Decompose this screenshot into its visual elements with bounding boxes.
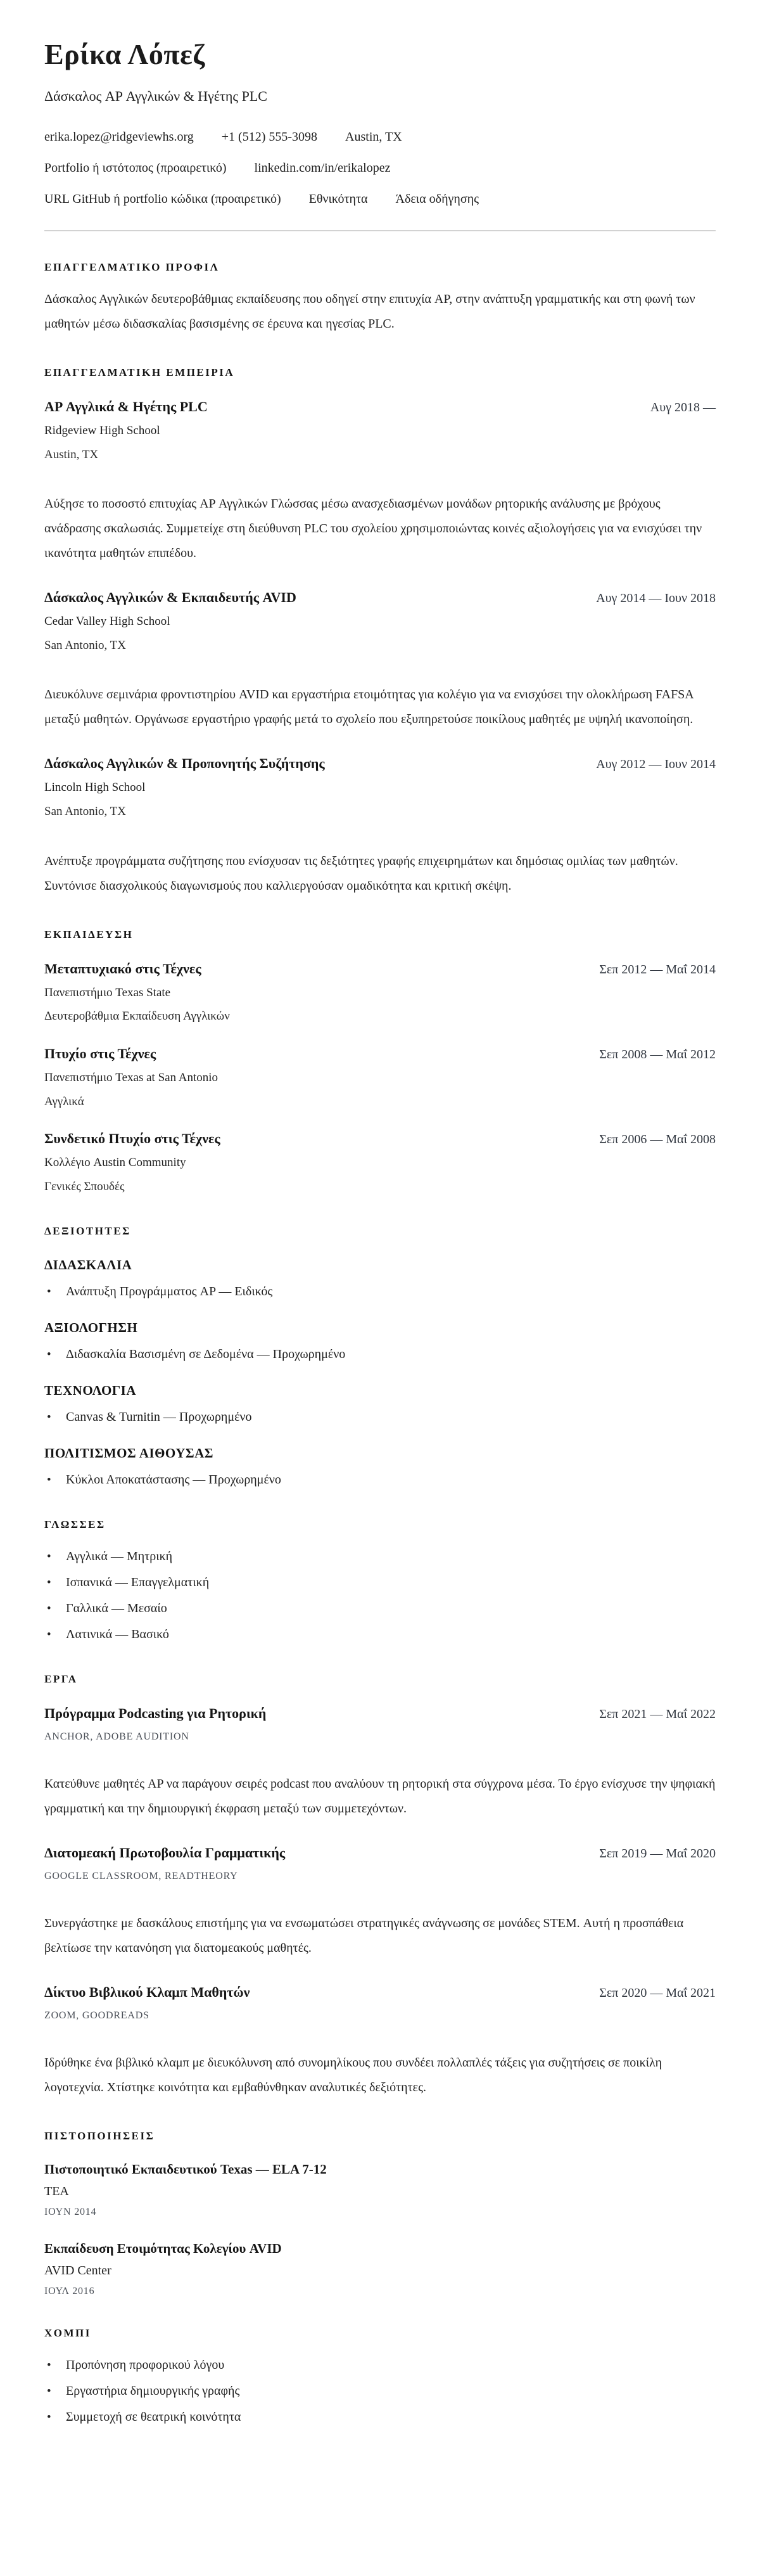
education-entry-header: [44, 961, 716, 977]
language-item: • Γαλλικά — Μεσαίο: [44, 1600, 716, 1617]
degree-school: Κολλέγιο Austin Community: [44, 1156, 186, 1170]
language-item: • Λατινικά — Βασικό: [44, 1626, 716, 1643]
experience-entry-header: [44, 399, 716, 415]
job-description: Αύξησε το ποσοστό επιτυχίας AP Αγγλικών Γλώσσας μέσω ανασχεδιασμένων μονάδων ρητορικής ανάλυσης με βρόχους ανάδρασης σκαλωσιάς. Συμμετείχε στη διεύθυνση PLC του σχολείου χρησιμοποιώντας κοινές αξιολογήσεις για να ενισχύσει την ικανότητα μαθητών επιπέδου.: [44, 497, 702, 561]
languages-heading: ΓΛΩΣΣΕΣ: [44, 1518, 106, 1530]
degree-title: Συνδετικό Πτυχίο στις Τέχνες: [44, 1131, 220, 1147]
project-tools: ZOOM, GOODREADS: [44, 2009, 149, 2021]
skill-item: • Canvas & Turnitin — Προχωρημένο: [44, 1409, 716, 1426]
job-location: San Antonio, TX: [44, 805, 126, 819]
contact-email: erika.lopez@ridgeviewhs.org: [44, 129, 194, 144]
language-item: • Αγγλικά — Μητρική: [44, 1548, 716, 1565]
job-date-range: Αυγ 2012 — Ιουν 2014: [596, 757, 716, 772]
resume-header: [44, 38, 716, 231]
degree-school: Πανεπιστήμιο Texas at San Antonio: [44, 1071, 218, 1085]
project-title: Πρόγραμμα Podcasting για Ρητορική: [44, 1705, 267, 1721]
certification-entry: [44, 2162, 716, 2218]
person-name: Ερίκα Λόπεζ: [44, 38, 205, 70]
certification-issuer: AVID Center: [44, 2263, 111, 2278]
experience-entry: [44, 399, 716, 566]
job-title: AP Αγγλικά & Ηγέτης PLC: [44, 398, 208, 414]
skill-item: • Κύκλοι Αποκατάστασης — Προχωρημένο: [44, 1471, 716, 1489]
project-entry: [44, 1984, 716, 2100]
project-description: Ιδρύθηκε ένα βιβλικό κλαμπ με διευκόλυνση από συνομηλίκους που συνδέει πολλαπλές τάξεις για συζητήσεις σε ποικίλη λογοτεχνία. Χτίστηκε κοινότητα και εμβαθύνθηκαν αναλυτικές δεξιότητες.: [44, 2055, 662, 2094]
profile-text: Δάσκαλος Αγγλικών δευτεροβάθμιας εκπαίδευσης που οδηγεί στην επιτυχία AP, στην ανάπτυξη γραμματικής και στη φωνή των μαθητών μέσω διδασκαλίας βασισμένης σε έρευνα και ηγεσίας PLC.: [44, 292, 695, 331]
project-description: Συνεργάστηκε με δασκάλους επιστήμης για να ενσωματώσει στρατηγικές ανάγνωσης σε μονάδες STEM. Αυτή η προσπάθεια βελτίωσε την κατανόηση για διατομεακούς μαθητές.: [44, 1916, 684, 1955]
section-skills: [44, 1225, 716, 1489]
project-tools: ANCHOR, ADOBE AUDITION: [44, 1731, 189, 1742]
project-entry: [44, 1705, 716, 1821]
experience-heading: ΕΠΑΓΓΕΛΜΑΤΙΚΗ ΕΜΠΕΙΡΙΑ: [44, 366, 235, 378]
skill-group: [44, 1445, 716, 1489]
contact-phone: +1 (512) 555-3098: [221, 129, 318, 144]
profile-heading: ΕΠΑΓΓΕΛΜΑΤΙΚΟ ΠΡΟΦΙΛ: [44, 260, 220, 273]
degree-field: Δευτεροβάθμια Εκπαίδευση Αγγλικών: [44, 1009, 230, 1023]
degree-date-range: Σεπ 2006 — Μαΐ 2008: [599, 1132, 716, 1147]
person-job-title: Δάσκαλος AP Αγγλικών & Ηγέτης PLC: [44, 87, 267, 104]
contact-github-placeholder: URL GitHub ή portfolio κώδικα (προαιρετικό): [44, 191, 281, 206]
certification-date: ΙΟΥΛ 2016: [44, 2285, 95, 2297]
skill-group-name: ΑΞΙΟΛΟΓΗΣΗ: [44, 1319, 138, 1335]
contact-location: Austin, TX: [345, 129, 402, 144]
job-title: Δάσκαλος Αγγλικών & Εκπαιδευτής AVID: [44, 589, 296, 606]
education-entry-header: [44, 1046, 716, 1062]
contact-linkedin: linkedin.com/in/erikalopez: [254, 160, 391, 175]
project-entry-header: [44, 1845, 716, 1861]
skill-group-name: ΠΟΛΙΤΙΣΜΟΣ ΑΙΘΟΥΣΑΣ: [44, 1445, 213, 1461]
contact-driving-license-placeholder: Άδεια οδήγησης: [395, 191, 479, 206]
experience-entry: [44, 755, 716, 898]
certification-date: ΙΟΥΝ 2014: [44, 2206, 97, 2217]
certification-entry: [44, 2241, 716, 2297]
skills-heading: ΔΕΞΙΟΤΗΤΕΣ: [44, 1224, 131, 1237]
hobby-item: • Προπόνηση προφορικού λόγου: [44, 2357, 716, 2374]
section-languages: [44, 1518, 716, 1643]
project-date-range: Σεπ 2019 — Μαΐ 2020: [599, 1846, 716, 1861]
certification-issuer: TEA: [44, 2184, 69, 2198]
degree-date-range: Σεπ 2012 — Μαΐ 2014: [599, 962, 716, 977]
project-date-range: Σεπ 2020 — Μαΐ 2021: [599, 1985, 716, 2000]
section-certifications: [44, 2130, 716, 2297]
project-description: Κατεύθυνε μαθητές AP να παράγουν σειρές podcast που αναλύουν τη ρητορική στα σύγχρονα μέσα. Το έργο ενίσχυσε την ψηφιακή γραμματική και την δημιουργική έκφραση μεταξύ των συμμετεχόντων.: [44, 1776, 716, 1816]
job-date-range: Αυγ 2018 —: [650, 400, 716, 414]
certification-title: Εκπαίδευση Ετοιμότητας Κολεγίου AVID: [44, 2240, 282, 2256]
certifications-heading: ΠΙΣΤΟΠΟΙΗΣΕΙΣ: [44, 2129, 155, 2142]
job-description: Διευκόλυνε σεμινάρια φροντιστηρίου AVID και εργαστήρια ετοιμότητας για κολέγιο για να ενισχύσει την ολοκλήρωση FAFSA μεταξύ μαθητών. Οργάνωσε εργαστήριο γραφής μετά το σχολείο που εξυπηρετούσε ποικίλους μαθητές με υψηλή ικανοποίηση.: [44, 688, 694, 727]
section-hobbies: [44, 2327, 716, 2426]
project-entry: [44, 1845, 716, 1961]
contact-portfolio-placeholder: Portfolio ή ιστότοπος (προαιρετικό): [44, 160, 227, 175]
hobbies-list: [44, 2357, 716, 2426]
hobbies-heading: ΧΟΜΠΙ: [44, 2326, 91, 2339]
experience-entry-header: [44, 755, 716, 772]
education-entry: [44, 1046, 716, 1110]
skill-group-name: ΔΙΔΑΣΚΑΛΙΑ: [44, 1257, 132, 1272]
project-tools: GOOGLE CLASSROOM, READTHEORY: [44, 1870, 238, 1881]
skill-group-name: ΤΕΧΝΟΛΟΓΙΑ: [44, 1382, 137, 1398]
project-title: Διατομεακή Πρωτοβουλία Γραμματικής: [44, 1844, 286, 1861]
section-education: [44, 928, 716, 1195]
languages-list: [44, 1548, 716, 1643]
job-organization: Lincoln High School: [44, 781, 146, 795]
job-title: Δάσκαλος Αγγλικών & Προπονητής Συζήτησης: [44, 755, 325, 772]
education-entry-header: [44, 1131, 716, 1147]
degree-field: Γενικές Σπουδές: [44, 1179, 125, 1193]
language-item: • Ισπανικά — Επαγγελματική: [44, 1574, 716, 1591]
degree-date-range: Σεπ 2008 — Μαΐ 2012: [599, 1048, 716, 1062]
project-title: Δίκτυο Βιβλικού Κλαμπ Μαθητών: [44, 1983, 250, 2000]
project-entry-header: [44, 1984, 716, 2001]
skill-item: • Ανάπτυξη Προγράμματος AP — Ειδικός: [44, 1283, 716, 1300]
job-date-range: Αυγ 2014 — Ιουν 2018: [596, 591, 716, 606]
certification-title: Πιστοποιητικό Εκπαιδευτικού Texas — ELA 7-12: [44, 2161, 327, 2177]
education-heading: ΕΚΠΑΙΔΕΥΣΗ: [44, 928, 134, 940]
job-location: San Antonio, TX: [44, 638, 126, 652]
hobby-item: • Εργαστήρια δημιουργικής γραφής: [44, 2383, 716, 2400]
job-organization: Ridgeview High School: [44, 423, 160, 437]
section-projects: [44, 1673, 716, 2100]
degree-field: Αγγλικά: [44, 1094, 84, 1108]
education-entry: [44, 961, 716, 1025]
skill-group: [44, 1383, 716, 1426]
job-organization: Cedar Valley High School: [44, 615, 170, 629]
skill-group: [44, 1320, 716, 1363]
skill-item: • Διδασκαλία Βασισμένη σε Δεδομένα — Προχωρημένο: [44, 1346, 716, 1363]
contact-info: [44, 127, 716, 208]
skill-group: [44, 1257, 716, 1300]
project-date-range: Σεπ 2021 — Μαΐ 2022: [599, 1707, 716, 1721]
degree-title: Μεταπτυχιακό στις Τέχνες: [44, 960, 201, 977]
section-profile: [44, 261, 716, 336]
job-description: Ανέπτυξε προγράμματα συζήτησης που ενίσχυσαν τις δεξιότητες γραφής επιχειρημάτων και δημόσιας ομιλίας των μαθητών. Συντόνισε διασχολικούς διαγωνισμούς που καλλιεργούσαν ομαδικότητα και κριτική σκέψη.: [44, 854, 678, 893]
hobby-item: • Συμμετοχή σε θεατρική κοινότητα: [44, 2409, 716, 2426]
job-location: Austin, TX: [44, 447, 99, 461]
header-divider: [44, 230, 716, 231]
education-entry: [44, 1131, 716, 1195]
project-entry-header: [44, 1705, 716, 1722]
experience-entry: [44, 589, 716, 732]
experience-entry-header: [44, 589, 716, 606]
degree-title: Πτυχίο στις Τέχνες: [44, 1046, 156, 1062]
section-experience: [44, 366, 716, 899]
contact-nationality-placeholder: Εθνικότητα: [308, 191, 368, 206]
projects-heading: ΕΡΓΑ: [44, 1672, 78, 1685]
degree-school: Πανεπιστήμιο Texas State: [44, 985, 171, 999]
contact-row-3: [44, 189, 716, 208]
contact-row-1: [44, 127, 716, 146]
contact-row-2: [44, 158, 716, 177]
